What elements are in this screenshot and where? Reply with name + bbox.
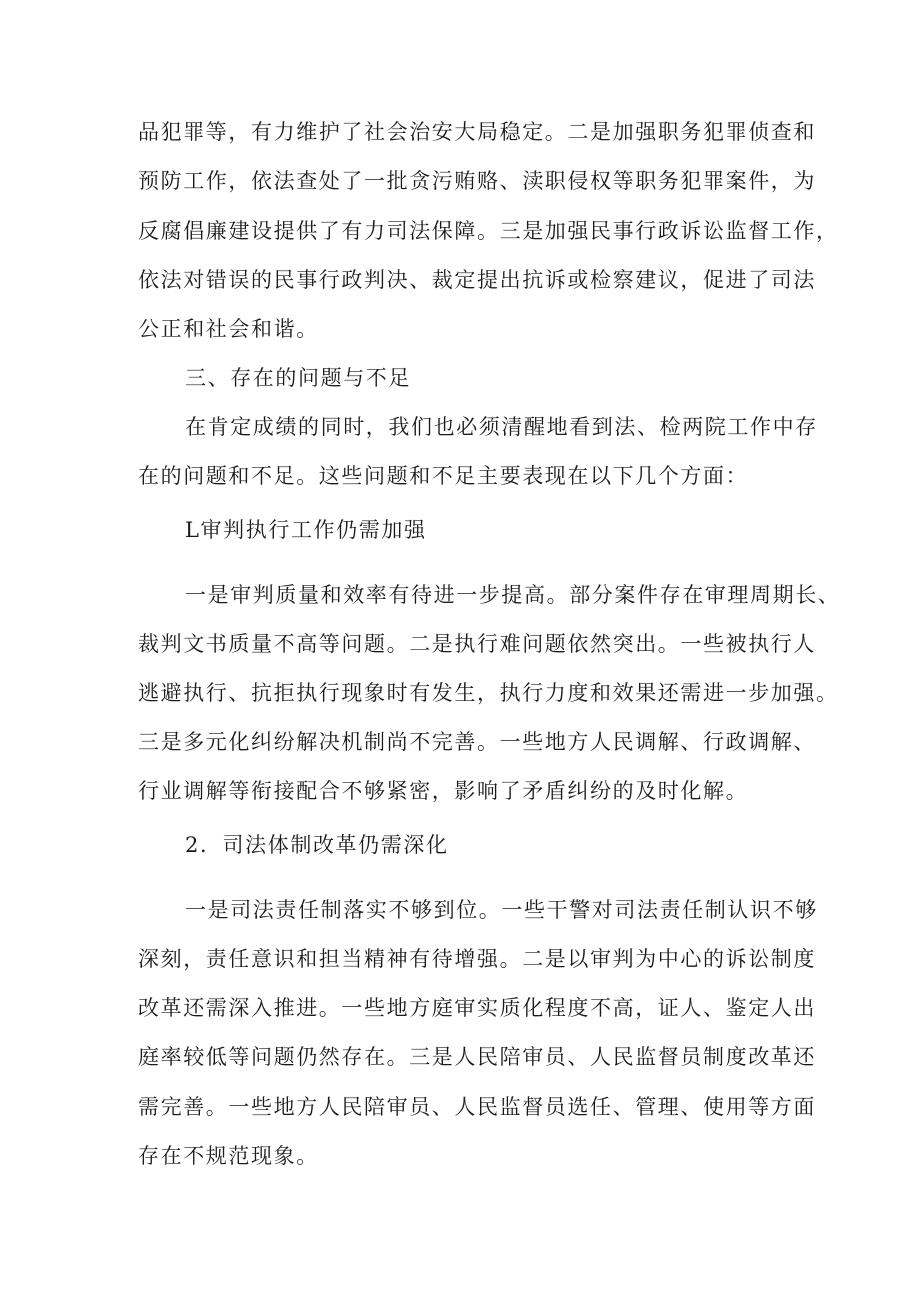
paragraph-line: 一是审判质量和效率有待进一步提高。部分案件存在审理周期长、	[185, 583, 841, 607]
paragraph-line: 三是多元化纠纷解决机制尚不完善。一些地方人民调解、行政调解、	[138, 730, 816, 754]
paragraph-line: 庭率较低等问题仍然存在。三是人民陪审员、人民监督员制度改革还	[138, 1045, 816, 1069]
paragraph-line: 存在不规范现象。	[138, 1144, 319, 1168]
paragraph-line: 反腐倡廉建设提供了有力司法保障。三是加强民事行政诉讼监督工作，	[138, 219, 839, 243]
paragraph-line: 改革还需深入推进。一些地方庭审实质化程度不高，证人、鉴定人出	[138, 996, 816, 1020]
paragraph-line: 深刻，责任意识和担当精神有待增强。二是以审判为中心的诉讼制度	[138, 947, 816, 971]
paragraph-line: 预防工作，依法查处了一批贪污贿赂、渎职侵权等职务犯罪案件，为	[138, 169, 816, 193]
paragraph-line: 一是司法责任制落实不够到位。一些干警对司法责任制认识不够	[185, 898, 818, 922]
paragraph-line: 在的问题和不足。这些问题和不足主要表现在以下几个方面：	[138, 464, 749, 488]
paragraph-line: 依法对错误的民事行政判决、裁定提出抗诉或检察建议，促进了司法	[138, 268, 816, 292]
paragraph-line: 行业调解等衔接配合不够紧密，影响了矛盾纠纷的及时化解。	[138, 779, 749, 803]
paragraph-line: 需完善。一些地方人民陪审员、人民监督员选任、管理、使用等方面	[138, 1095, 816, 1119]
paragraph-line: 裁判文书质量不高等问题。二是执行难问题依然突出。一些被执行人	[138, 632, 816, 656]
paragraph-line: 公正和社会和谐。	[138, 317, 319, 341]
subheading: 2．司法体制改革仍需深化	[185, 833, 449, 857]
paragraph-line: 逃避执行、抗拒执行现象时有发生，执行力度和效果还需进一步加强。	[138, 681, 839, 705]
paragraph-line: 品犯罪等，有力维护了社会治安大局稳定。二是加强职务犯罪侦查和	[138, 120, 816, 144]
paragraph-line: 在肯定成绩的同时，我们也必须清醒地看到法、检两院工作中存	[185, 415, 818, 439]
subheading: L审判执行工作仍需加强	[185, 518, 427, 542]
section-heading: 三、存在的问题与不足	[185, 366, 411, 390]
